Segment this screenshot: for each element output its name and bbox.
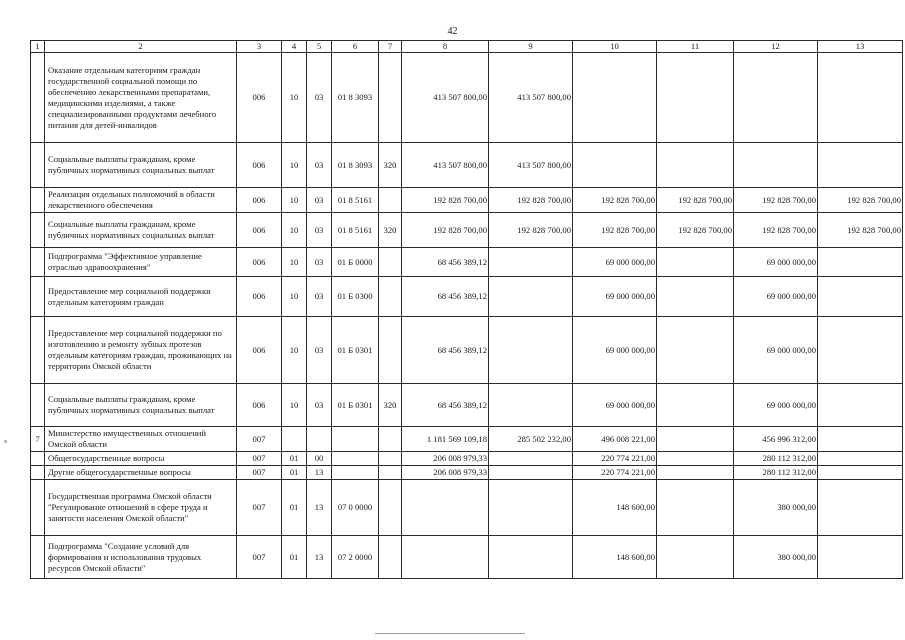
cell-target-article	[332, 452, 379, 466]
cell-expense-type: 320	[379, 213, 402, 248]
cell-expense-type: 320	[379, 143, 402, 188]
cell-amount	[489, 317, 573, 384]
cell-amount: 413 507 800,00	[402, 143, 489, 188]
cell-ministry-code: 006	[237, 317, 282, 384]
cell-subsection: 13	[307, 466, 332, 480]
cell-description: Подпрограмма "Эффективное управление отраслью здравоохранения"	[45, 248, 237, 277]
cell-row-number	[31, 188, 45, 213]
cell-description: Оказание отдельным категориям граждан государственной социальной помощи по обеспечению лекарственными препаратами, медицинскими изделиями, а также специализированными продуктами лечебного питания для детей-инвалидов	[45, 53, 237, 143]
cell-amount	[657, 143, 734, 188]
cell-amount: 206 008 979,33	[402, 452, 489, 466]
cell-target-article: 01 Б 0300	[332, 277, 379, 317]
cell-section: 01	[282, 466, 307, 480]
cell-amount	[818, 427, 903, 452]
cell-amount: 69 000 000,00	[734, 317, 818, 384]
cell-row-number	[31, 536, 45, 579]
cell-expense-type	[379, 248, 402, 277]
cell-section: 10	[282, 188, 307, 213]
cell-row-number	[31, 53, 45, 143]
cell-expense-type	[379, 188, 402, 213]
column-header: 9	[489, 41, 573, 53]
page-number: 42	[447, 26, 458, 37]
cell-amount: 380 000,00	[734, 536, 818, 579]
cell-amount	[818, 452, 903, 466]
cell-amount	[489, 480, 573, 536]
cell-amount	[657, 317, 734, 384]
cell-amount: 69 000 000,00	[573, 248, 657, 277]
cell-amount	[573, 143, 657, 188]
cell-ministry-code: 007	[237, 536, 282, 579]
cell-description: Подпрограмма "Создание условий для формирования и использования трудовых ресурсов Омской области"	[45, 536, 237, 579]
cell-amount: 69 000 000,00	[734, 248, 818, 277]
cell-amount: 68 456 389,12	[402, 277, 489, 317]
cell-amount: 380 000,00	[734, 480, 818, 536]
table-row	[31, 536, 903, 579]
cell-amount: 285 502 232,00	[489, 427, 573, 452]
cell-row-number: 7	[31, 427, 45, 452]
table-row	[31, 248, 903, 277]
cell-amount: 413 507 800,00	[402, 53, 489, 143]
cell-description: Общегосударственные вопросы	[45, 452, 237, 466]
cell-amount: 192 828 700,00	[402, 213, 489, 248]
cell-amount	[734, 143, 818, 188]
cell-amount	[657, 53, 734, 143]
column-header: 13	[818, 41, 903, 53]
table-row	[31, 188, 903, 213]
cell-target-article	[332, 466, 379, 480]
cell-amount	[657, 384, 734, 427]
cell-amount	[818, 248, 903, 277]
cell-expense-type	[379, 427, 402, 452]
cell-section	[282, 427, 307, 452]
cell-amount: 68 456 389,12	[402, 317, 489, 384]
cell-amount	[818, 480, 903, 536]
cell-ministry-code: 007	[237, 452, 282, 466]
table-row	[31, 213, 903, 248]
cell-ministry-code: 006	[237, 248, 282, 277]
cell-row-number	[31, 248, 45, 277]
cell-amount: 413 507 800,00	[489, 143, 573, 188]
column-header: 6	[332, 41, 379, 53]
cell-target-article: 01 8 5161	[332, 188, 379, 213]
column-header: 2	[45, 41, 237, 53]
cell-subsection: 03	[307, 188, 332, 213]
cell-amount	[818, 143, 903, 188]
cell-row-number	[31, 466, 45, 480]
cell-amount: 456 996 312,00	[734, 427, 818, 452]
cell-description: Предоставление мер социальной поддержки отдельным категориям граждан	[45, 277, 237, 317]
cell-amount: 68 456 389,12	[402, 384, 489, 427]
column-header: 12	[734, 41, 818, 53]
cell-subsection: 03	[307, 277, 332, 317]
scan-speck	[4, 440, 7, 443]
cell-description: Другие общегосударственные вопросы	[45, 466, 237, 480]
cell-amount: 192 828 700,00	[402, 188, 489, 213]
cell-amount	[489, 384, 573, 427]
cell-amount	[657, 480, 734, 536]
cell-amount: 192 828 700,00	[489, 213, 573, 248]
cell-row-number	[31, 384, 45, 427]
column-header: 7	[379, 41, 402, 53]
cell-section: 10	[282, 384, 307, 427]
cell-amount: 69 000 000,00	[573, 384, 657, 427]
cell-amount: 192 828 700,00	[573, 188, 657, 213]
cell-ministry-code: 006	[237, 143, 282, 188]
cell-subsection: 00	[307, 452, 332, 466]
cell-amount: 192 828 700,00	[734, 213, 818, 248]
cell-ministry-code: 006	[237, 384, 282, 427]
cell-ministry-code: 006	[237, 277, 282, 317]
cell-amount: 413 507 800,00	[489, 53, 573, 143]
table-row	[31, 53, 903, 143]
cell-amount	[818, 277, 903, 317]
cell-amount: 496 008 221,00	[573, 427, 657, 452]
cell-amount: 192 828 700,00	[818, 188, 903, 213]
cell-section: 10	[282, 53, 307, 143]
cell-amount	[657, 536, 734, 579]
cell-amount: 192 828 700,00	[657, 213, 734, 248]
cell-amount	[489, 248, 573, 277]
cell-amount: 68 456 389,12	[402, 248, 489, 277]
cell-expense-type	[379, 480, 402, 536]
cell-amount	[489, 277, 573, 317]
cell-description: Социальные выплаты гражданам, кроме публичных нормативных социальных выплат	[45, 143, 237, 188]
cell-description: Государственная программа Омской области "Регулирование отношений в сфере труда и занятости населения Омской области"	[45, 480, 237, 536]
cell-subsection: 03	[307, 317, 332, 384]
cell-section: 10	[282, 143, 307, 188]
cell-amount: 69 000 000,00	[734, 384, 818, 427]
cell-amount: 220 774 221,00	[573, 466, 657, 480]
cell-amount	[657, 427, 734, 452]
column-header: 4	[282, 41, 307, 53]
column-header: 3	[237, 41, 282, 53]
cell-section: 10	[282, 317, 307, 384]
column-header: 1	[31, 41, 45, 53]
cell-row-number	[31, 317, 45, 384]
cell-subsection: 03	[307, 53, 332, 143]
cell-target-article: 01 Б 0301	[332, 317, 379, 384]
cell-amount: 69 000 000,00	[734, 277, 818, 317]
cell-amount	[818, 466, 903, 480]
cell-expense-type	[379, 317, 402, 384]
cell-amount	[818, 53, 903, 143]
cell-amount	[818, 536, 903, 579]
cell-section: 01	[282, 536, 307, 579]
cell-section: 01	[282, 480, 307, 536]
cell-target-article	[332, 427, 379, 452]
cell-amount	[489, 536, 573, 579]
cell-target-article: 07 2 0000	[332, 536, 379, 579]
table-row	[31, 317, 903, 384]
cell-amount	[657, 277, 734, 317]
cell-description: Реализация отдельных полномочий в области лекарственного обеспечения	[45, 188, 237, 213]
bottom-edge-line	[375, 633, 525, 634]
cell-section: 10	[282, 213, 307, 248]
cell-amount	[489, 466, 573, 480]
cell-amount	[657, 466, 734, 480]
cell-ministry-code: 006	[237, 213, 282, 248]
cell-amount	[818, 384, 903, 427]
cell-amount: 206 008 979,33	[402, 466, 489, 480]
cell-subsection	[307, 427, 332, 452]
cell-amount	[402, 536, 489, 579]
cell-section: 10	[282, 248, 307, 277]
cell-amount	[734, 53, 818, 143]
column-header: 8	[402, 41, 489, 53]
cell-expense-type	[379, 53, 402, 143]
cell-amount: 192 828 700,00	[818, 213, 903, 248]
cell-section: 01	[282, 452, 307, 466]
cell-amount	[657, 452, 734, 466]
column-header: 5	[307, 41, 332, 53]
cell-ministry-code: 007	[237, 427, 282, 452]
cell-target-article: 01 8 3093	[332, 143, 379, 188]
cell-amount	[573, 53, 657, 143]
cell-amount: 69 000 000,00	[573, 317, 657, 384]
table-row	[31, 452, 903, 466]
cell-amount: 1 181 569 109,18	[402, 427, 489, 452]
cell-amount	[818, 317, 903, 384]
cell-amount: 220 774 221,00	[573, 452, 657, 466]
cell-subsection: 03	[307, 248, 332, 277]
table-header-row	[31, 41, 903, 53]
cell-expense-type	[379, 277, 402, 317]
cell-amount: 192 828 700,00	[734, 188, 818, 213]
cell-expense-type: 320	[379, 384, 402, 427]
cell-expense-type	[379, 452, 402, 466]
cell-subsection: 03	[307, 143, 332, 188]
cell-row-number	[31, 143, 45, 188]
cell-subsection: 03	[307, 213, 332, 248]
cell-description: Социальные выплаты гражданам, кроме публичных нормативных социальных выплат	[45, 213, 237, 248]
cell-row-number	[31, 277, 45, 317]
cell-amount: 148 600,00	[573, 480, 657, 536]
cell-description: Социальные выплаты гражданам, кроме публичных нормативных социальных выплат	[45, 384, 237, 427]
cell-target-article: 01 Б 0000	[332, 248, 379, 277]
cell-amount	[489, 452, 573, 466]
cell-ministry-code: 006	[237, 188, 282, 213]
table-row	[31, 480, 903, 536]
cell-amount: 69 000 000,00	[573, 277, 657, 317]
cell-amount: 280 112 312,00	[734, 452, 818, 466]
cell-ministry-code: 007	[237, 466, 282, 480]
cell-row-number	[31, 452, 45, 466]
cell-ministry-code: 007	[237, 480, 282, 536]
cell-target-article: 01 Б 0301	[332, 384, 379, 427]
cell-target-article: 07 0 0000	[332, 480, 379, 536]
cell-target-article: 01 8 3093	[332, 53, 379, 143]
column-header: 10	[573, 41, 657, 53]
cell-amount	[402, 480, 489, 536]
cell-amount	[657, 248, 734, 277]
column-header: 11	[657, 41, 734, 53]
cell-description: Предоставление мер социальной поддержки по изготовлению и ремонту зубных протезов отдельным категориям граждан, проживающих на территории Омской области	[45, 317, 237, 384]
cell-amount: 280 112 312,00	[734, 466, 818, 480]
cell-ministry-code: 006	[237, 53, 282, 143]
table-row	[31, 427, 903, 452]
cell-section: 10	[282, 277, 307, 317]
cell-expense-type	[379, 536, 402, 579]
budget-table	[30, 40, 903, 579]
cell-amount: 192 828 700,00	[489, 188, 573, 213]
cell-amount: 148 600,00	[573, 536, 657, 579]
cell-subsection: 13	[307, 536, 332, 579]
cell-target-article: 01 8 5161	[332, 213, 379, 248]
cell-expense-type	[379, 466, 402, 480]
table-row	[31, 384, 903, 427]
cell-row-number	[31, 480, 45, 536]
cell-row-number	[31, 213, 45, 248]
cell-amount: 192 828 700,00	[573, 213, 657, 248]
cell-description: Министерство имущественных отношений Омской области	[45, 427, 237, 452]
cell-amount: 192 828 700,00	[657, 188, 734, 213]
table-row	[31, 143, 903, 188]
table-row	[31, 466, 903, 480]
cell-subsection: 13	[307, 480, 332, 536]
cell-subsection: 03	[307, 384, 332, 427]
table-row	[31, 277, 903, 317]
